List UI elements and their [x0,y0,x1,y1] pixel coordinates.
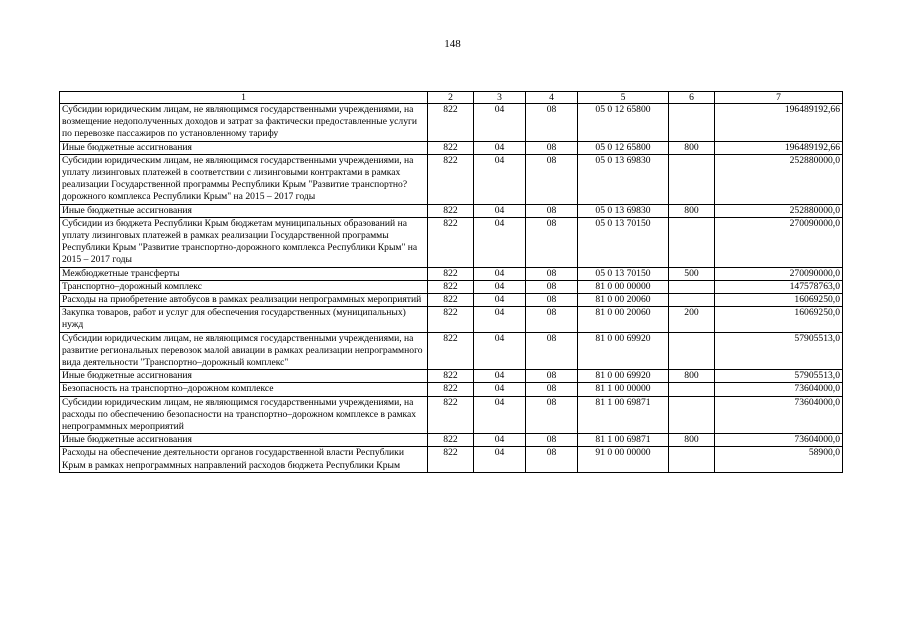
table-row [60,370,843,383]
target-article-code: 81 1 00 00000 [578,383,669,396]
amount: 270090000,0 [715,267,843,280]
table-row [60,307,843,332]
target-article-code: 05 0 13 69830 [578,204,669,217]
target-article-code: 05 0 13 70150 [578,217,669,267]
column-header: 3 [474,92,526,104]
target-article-code: 05 0 13 69830 [578,154,669,204]
amount: 73604000,0 [715,396,843,434]
amount: 196489192,66 [715,141,843,154]
table-row [60,104,843,142]
table-row [60,383,843,396]
expense-type-code: 800 [669,204,715,217]
expense-type-code [669,396,715,434]
item-name: Безопасность на транспортно–дорожном комплексе [60,383,428,396]
amount: 16069250,0 [715,307,843,332]
subsection-code: 08 [526,332,578,370]
ministry-code: 822 [428,204,474,217]
target-article-code: 81 0 00 20060 [578,294,669,307]
column-header: 4 [526,92,578,104]
target-article-code: 05 0 12 65800 [578,104,669,142]
table-row [60,267,843,280]
target-article-code: 81 1 00 69871 [578,396,669,434]
expense-type-code [669,217,715,267]
target-article-code: 81 0 00 69920 [578,332,669,370]
target-article-code: 91 0 00 00000 [578,447,669,472]
ministry-code: 822 [428,141,474,154]
table-row [60,204,843,217]
header-row [60,92,843,104]
target-article-code: 81 1 00 69871 [578,434,669,447]
expense-type-code: 800 [669,434,715,447]
subsection-code: 08 [526,204,578,217]
amount: 147578763,0 [715,280,843,293]
ministry-code: 822 [428,383,474,396]
page-number: 148 [444,38,461,50]
section-code: 04 [474,434,526,447]
subsection-code: 08 [526,154,578,204]
ministry-code: 822 [428,217,474,267]
table-row [60,280,843,293]
section-code: 04 [474,332,526,370]
expense-type-code [669,447,715,472]
column-header: 1 [60,92,428,104]
budget-table [59,91,843,473]
section-code: 04 [474,447,526,472]
item-name: Иные бюджетные ассигнования [60,141,428,154]
target-article-code: 81 0 00 69920 [578,370,669,383]
ministry-code: 822 [428,307,474,332]
expense-type-code: 200 [669,307,715,332]
item-name: Транспортно–дорожный комплекс [60,280,428,293]
subsection-code: 08 [526,104,578,142]
column-header: 6 [669,92,715,104]
subsection-code: 08 [526,280,578,293]
subsection-code: 08 [526,370,578,383]
item-name: Субсидии юридическим лицам, не являющимся государственными учреждениями, на расходы по обеспечению безопасности на транспортно–дорожном комплексе в рамках непрограммных мероприятий [60,396,428,434]
section-code: 04 [474,154,526,204]
target-article-code: 81 0 00 20060 [578,307,669,332]
table-row [60,396,843,434]
table-row [60,434,843,447]
ministry-code: 822 [428,104,474,142]
amount: 73604000,0 [715,383,843,396]
subsection-code: 08 [526,396,578,434]
table-row [60,294,843,307]
column-header: 5 [578,92,669,104]
subsection-code: 08 [526,217,578,267]
target-article-code: 81 0 00 00000 [578,280,669,293]
expense-type-code [669,383,715,396]
expense-type-code: 800 [669,370,715,383]
section-code: 04 [474,280,526,293]
expense-type-code [669,294,715,307]
subsection-code: 08 [526,307,578,332]
expense-type-code [669,104,715,142]
section-code: 04 [474,267,526,280]
item-name: Субсидии юридическим лицам, не являющимся государственными учреждениями, на возмещение недополученных доходов и затрат за фактически предоставленные услуги по перевозке пассажиров по установленному тарифу [60,104,428,142]
amount: 196489192,66 [715,104,843,142]
table-row [60,447,843,472]
item-name: Субсидии юридическим лицам, не являющимся государственными учреждениями, на развитие региональных перевозок малой авиации в рамках реализации непрограммного вида деятельности "Транспортно–дорожный комплекс" [60,332,428,370]
expense-type-code: 500 [669,267,715,280]
column-header: 2 [428,92,474,104]
item-name: Иные бюджетные ассигнования [60,370,428,383]
target-article-code: 05 0 13 70150 [578,267,669,280]
table-row [60,217,843,267]
ministry-code: 822 [428,396,474,434]
expense-type-code [669,154,715,204]
amount: 16069250,0 [715,294,843,307]
ministry-code: 822 [428,370,474,383]
ministry-code: 822 [428,332,474,370]
item-name: Межбюджетные трансферты [60,267,428,280]
item-name: Субсидии юридическим лицам, не являющимся государственными учреждениями, на уплату лизинговых платежей в соответствии с лизинговыми контрактами в рамках реализации Государственной программы Республики Крым "Развитие транспортно?дорожного комплекса Республики Крым" на 2015 – 2017 годы [60,154,428,204]
expense-type-code [669,332,715,370]
item-name: Расходы на приобретение автобусов в рамках реализации непрограммных мероприятий [60,294,428,307]
section-code: 04 [474,307,526,332]
section-code: 04 [474,294,526,307]
subsection-code: 08 [526,141,578,154]
item-name: Иные бюджетные ассигнования [60,434,428,447]
ministry-code: 822 [428,447,474,472]
expense-type-code [669,280,715,293]
table-row [60,332,843,370]
ministry-code: 822 [428,267,474,280]
subsection-code: 08 [526,267,578,280]
section-code: 04 [474,104,526,142]
expense-type-code: 800 [669,141,715,154]
subsection-code: 08 [526,383,578,396]
section-code: 04 [474,141,526,154]
amount: 73604000,0 [715,434,843,447]
ministry-code: 822 [428,434,474,447]
amount: 58900,0 [715,447,843,472]
amount: 57905513,0 [715,370,843,383]
subsection-code: 08 [526,294,578,307]
item-name: Субсидии из бюджета Республики Крым бюджетам муниципальных образований на уплату лизинговых платежей в рамках реализации Государственной программы Республики Крым "Развитие транспортно-дорожного комплекса Республики Крым" на 2015 – 2017 годы [60,217,428,267]
amount: 57905513,0 [715,332,843,370]
section-code: 04 [474,383,526,396]
amount: 252880000,0 [715,204,843,217]
amount: 252880000,0 [715,154,843,204]
item-name: Иные бюджетные ассигнования [60,204,428,217]
item-name: Расходы на обеспечение деятельности органов государственной власти Республики Крым в рамках непрограммных направлений расходов бюджета Республики Крым [60,447,428,472]
section-code: 04 [474,204,526,217]
ministry-code: 822 [428,154,474,204]
section-code: 04 [474,396,526,434]
table-row [60,141,843,154]
section-code: 04 [474,370,526,383]
section-code: 04 [474,217,526,267]
target-article-code: 05 0 12 65800 [578,141,669,154]
table-row [60,154,843,204]
ministry-code: 822 [428,294,474,307]
item-name: Закупка товаров, работ и услуг для обеспечения государственных (муниципальных) нужд [60,307,428,332]
ministry-code: 822 [428,280,474,293]
subsection-code: 08 [526,434,578,447]
column-header: 7 [715,92,843,104]
subsection-code: 08 [526,447,578,472]
amount: 270090000,0 [715,217,843,267]
